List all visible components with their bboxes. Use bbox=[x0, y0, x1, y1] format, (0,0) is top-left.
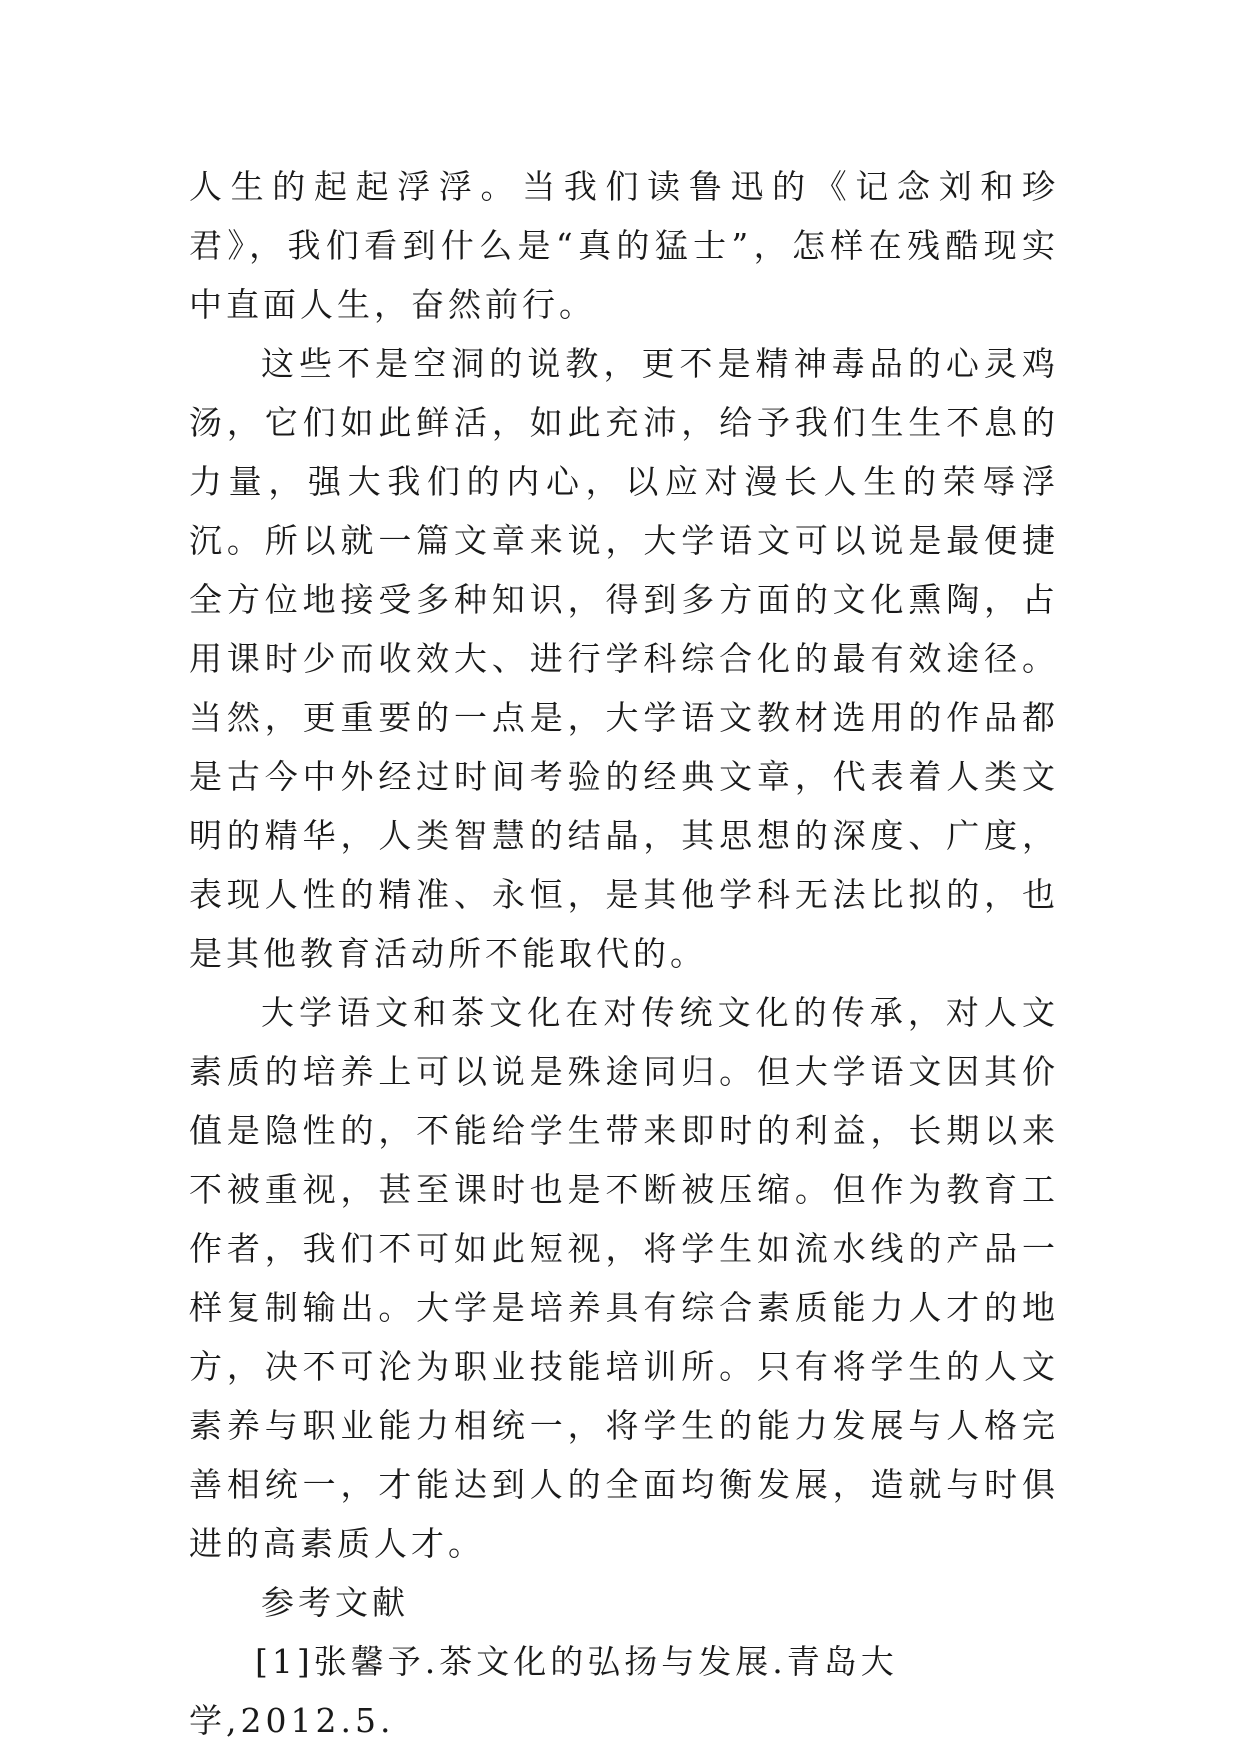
body-text bbox=[189, 157, 1059, 1750]
reference-item: [1]张馨予.茶文化的弘扬与发展.青岛大学,2012.5. bbox=[189, 1642, 898, 1740]
paragraph-tea-culture: 大学语文和茶文化在对传统文化的传承，对人文素质的培养上可以说是殊途同归。但大学语文因其价值是隐性的，不能给学生带来即时的利益，长期以来不被重视，甚至课时也是不断被压缩。但作为教育工作者，我们不可如此短视，将学生如流水线的产品一样复制输出。大学是培养具有综合素质能力人才的地方，决不可沦为职业技能培训所。只有将学生的人文素养与职业能力相统一，将学生的能力发展与人格完善相统一，才能达到人的全面均衡发展，造就与时俱进的高素质人才。 bbox=[189, 993, 1059, 1563]
paragraph-continuation: 人生的起起浮浮。当我们读鲁迅的《记念刘和珍君》，我们看到什么是“真的猛士”，怎样在残酷现实中直面人生，奋然前行。 bbox=[189, 167, 1059, 324]
paragraph-humanistic-value: 这些不是空洞的说教，更不是精神毒品的心灵鸡汤，它们如此鲜活，如此充沛，给予我们生生不息的力量，强大我们的内心，以应对漫长人生的荣辱浮沉。所以就一篇文章来说，大学语文可以说是最便捷全方位地接受多种知识，得到多方面的文化熏陶，占用课时少而收效大、进行学科综合化的最有效途径。当然，更重要的一点是，大学语文教材选用的作品都是古今中外经过时间考验的经典文章，代表着人类文明的精华，人类智慧的结晶，其思想的深度、广度，表现人性的精准、永恒，是其他学科无法比拟的，也是其他教育活动所不能取代的。 bbox=[189, 344, 1059, 973]
references-heading: 参考文献 bbox=[261, 1583, 409, 1622]
